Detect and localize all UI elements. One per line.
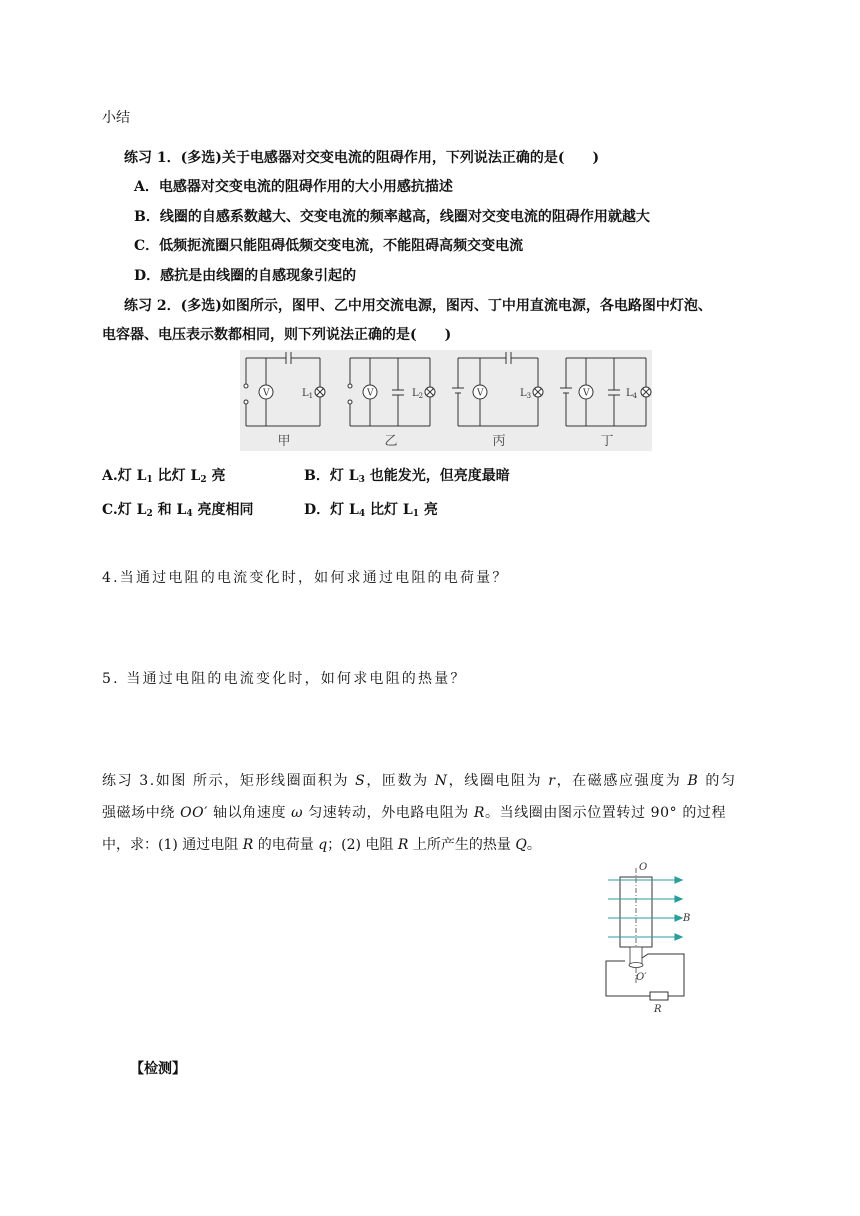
resistor-label-r: R	[654, 1004, 662, 1015]
exercise-1-option-a: A．电感器对交变电流的阻碍作用的大小用感抗描述	[134, 179, 453, 195]
lamp-label: L	[412, 388, 419, 399]
exercise-1-option-d: D．感抗是由线圈的自感现象引起的	[134, 268, 357, 284]
voltmeter-symbol: V	[263, 388, 270, 399]
question-5: 5. 当通过电阻的电流变化时，如何求电阻的热量？	[102, 671, 467, 687]
voltmeter-symbol: V	[477, 388, 484, 399]
voltmeter-symbol: V	[583, 388, 590, 399]
field-label-b: B	[683, 913, 691, 924]
lamp-subscript: 4	[632, 392, 638, 400]
lamp-subscript: 3	[526, 392, 532, 400]
exercise-2-option-a: A.灯 $L_1$ 比灯 $L_2$ 亮	[102, 468, 226, 485]
summary-heading: 小结	[102, 110, 130, 126]
question-4: 4.当通过电阻的电流变化时，如何求通过电阻的电荷量？	[102, 570, 509, 586]
exercise-2-option-c: C.灯 $L_2$ 和 $L_4$ 亮度相同	[102, 502, 254, 519]
exercise-3-line3: 中，求：(1) 通过电阻 R 的电荷量 q；(2) 电阻 R 上所产生的热量 Q。	[102, 837, 541, 853]
exercise-3-line2: 强磁场中绕 OO′ 轴以角速度 ω 匀速转动，外电路电阻为 R。当线圈由图示位置转过 90° 的过程	[102, 805, 727, 821]
circuit-label-bing: 丙	[492, 434, 506, 449]
exercise-1-stem: 练习 1．(多选)关于电感器对交变电流的阻碍作用，下列说法正确的是( )	[124, 150, 600, 166]
detect-heading: 【检测】	[130, 1061, 186, 1077]
lamp-label: L	[302, 388, 309, 399]
lamp-subscript: 2	[418, 392, 424, 400]
exercise-2-option-b: B．灯 $L_3$ 也能发光，但亮度最暗	[304, 468, 510, 485]
axis-label-o-bottom: O′	[636, 972, 647, 983]
circuit-label-yi: 乙	[384, 434, 398, 449]
circuit-figure	[240, 350, 652, 451]
rotating-coil-figure	[598, 856, 692, 1016]
exercise-2-stem-line2: 电容器、电压表示数都相同，则下列说法正确的是( )	[102, 327, 452, 343]
lamp-label: L	[626, 388, 633, 399]
exercise-3-line1: 练习 3.如图 所示，矩形线圈面积为 S，匝数为 N，线圈电阻为 r，在磁感应强度为 B 的匀	[102, 773, 737, 789]
exercise-1-option-c: C．低频扼流圈只能阻碍低频交变电流，不能阻碍高频交变电流	[134, 238, 524, 254]
exercise-2-stem-line1: 练习 2．(多选)如图所示，图甲、乙中用交流电源，图丙、丁中用直流电源，各电路图中灯泡、	[124, 298, 712, 314]
exercise-2-option-d: D．灯 $L_4$ 比灯 $L_1$ 亮	[304, 502, 438, 519]
axis-label-o-top: O	[639, 862, 648, 873]
lamp-subscript: 1	[308, 392, 314, 400]
voltmeter-symbol: V	[367, 388, 374, 399]
circuit-label-ding: 丁	[600, 434, 614, 449]
circuit-label-jia: 甲	[277, 434, 291, 449]
exercise-1-option-b: B．线圈的自感系数越大、交变电流的频率越高，线圈对交变电流的阻碍作用就越大	[134, 209, 650, 225]
lamp-label: L	[520, 388, 527, 399]
